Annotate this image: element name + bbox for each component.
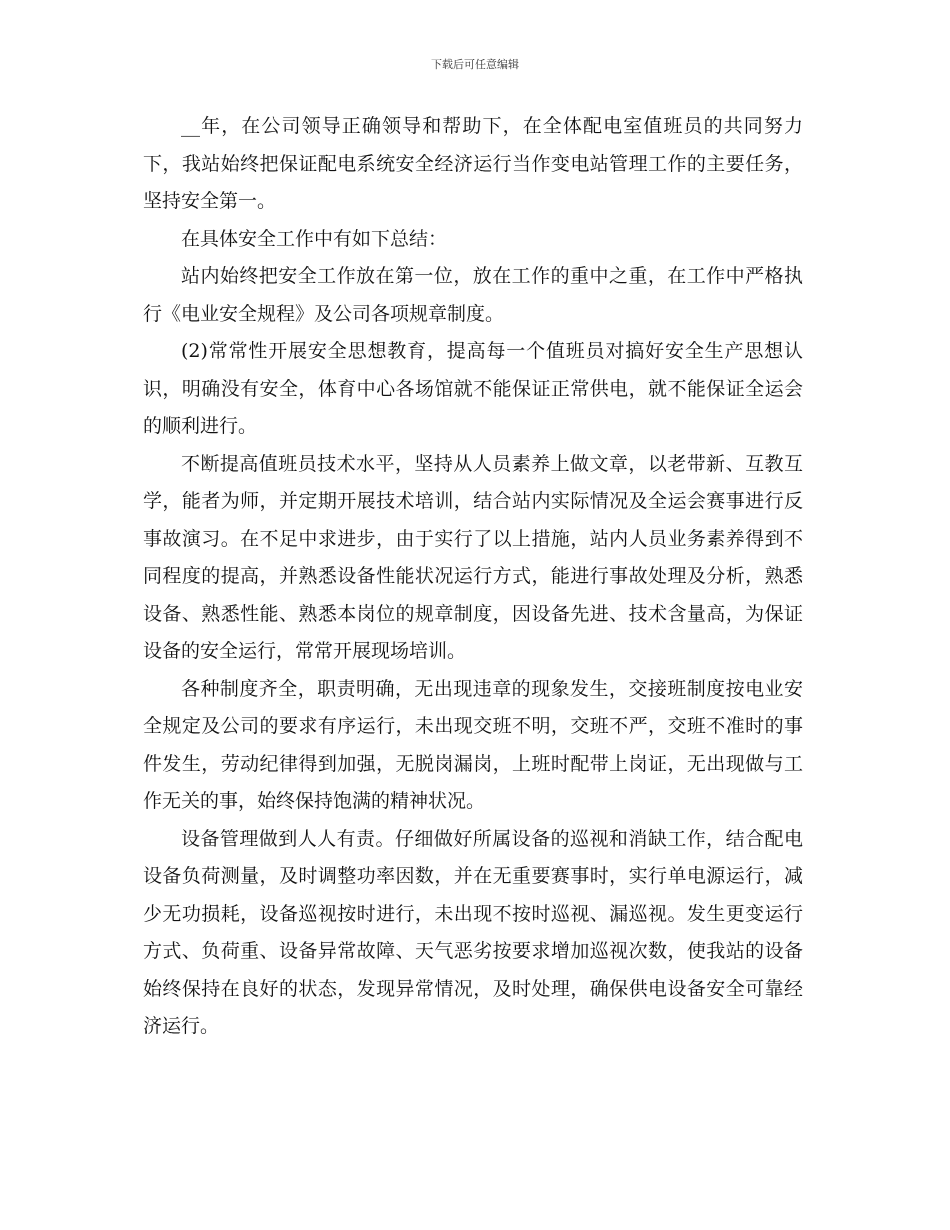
paragraph-intro: __年，在公司领导正确领导和帮助下，在全体配电室值班员的共同努力下，我站始终把保证配电系统安全经济运行当作变电站管理工作的主要任务，坚持安全第一。: [143, 115, 803, 212]
paragraph-safety-education: (2)常常性开展安全思想教育，提高每一个值班员对搞好安全生产思想认识，明确没有安全，体育中心各场馆就不能保证正常供电，就不能保证全运会的顺利进行。: [143, 340, 803, 437]
paragraph-rules-system: 各种制度齐全，职责明确，无出现违章的现象发生，交接班制度按电业安全规定及公司的要求有序运行，未出现交班不明，交班不严，交班不准时的事件发生，劳动纪律得到加强，无脱岗漏岗，上班时配带上岗证，无出现做与工作无关的事，始终保持饱满的精神状况。: [143, 677, 803, 812]
paragraph-summary-heading: 在具体安全工作中有如下总结：: [181, 227, 448, 250]
document-body: [143, 108, 803, 1046]
paragraph-equipment-management: 设备管理做到人人有责。仔细做好所属设备的巡视和消缺工作，结合配电设备负荷测量，及时调整功率因数，并在无重要赛事时，实行单电源运行，减少无功损耗，设备巡视按时进行，未出现不按时巡视、漏巡视。发生更变运行方式、负荷重、设备异常故障、天气恶劣按要求增加巡视次数，使我站的设备始终保持在良好的状态，发现异常情况，及时处理，确保供电设备安全可靠经济运行。: [143, 827, 803, 1037]
page-header: 下载后可任意编辑: [431, 58, 519, 71]
paragraph-technical-training: 不断提高值班员技术水平，坚持从人员素养上做文章，以老带新、互教互学，能者为师，并定期开展技术培训，结合站内实际情况及全运会赛事进行反事故演习。在不足中求进步，由于实行了以上措施，站内人员业务素养得到不同程度的提高，并熟悉设备性能状况运行方式，能进行事故处理及分析，熟悉设备、熟悉性能、熟悉本岗位的规章制度，因设备先进、技术含量高，为保证设备的安全运行，常常开展现场培训。: [143, 452, 803, 662]
paragraph-safety-first: 站内始终把安全工作放在第一位，放在工作的重中之重，在工作中严格执行《电业安全规程》及公司各项规章制度。: [143, 265, 803, 325]
